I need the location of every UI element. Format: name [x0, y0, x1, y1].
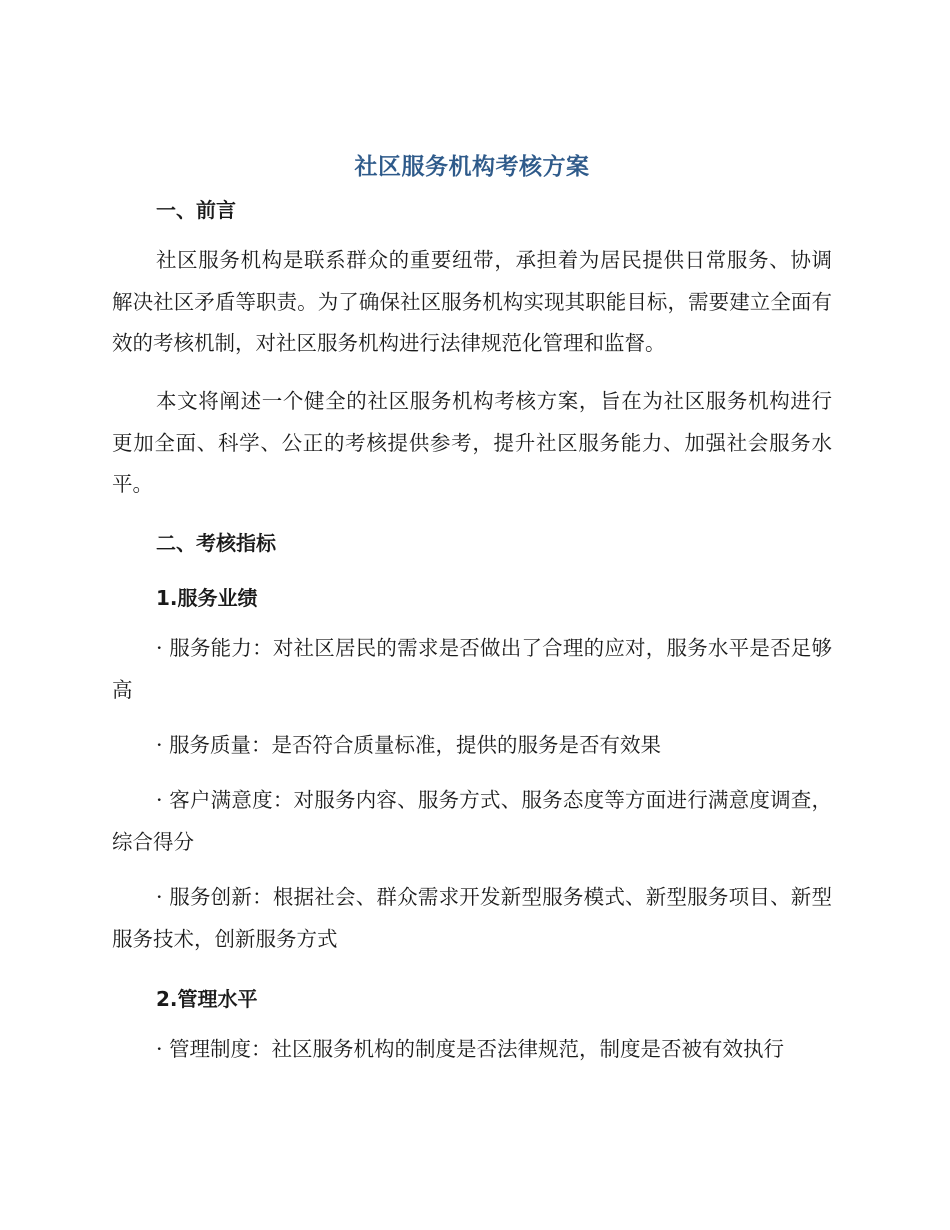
section-heading-indicators: 二、考核指标	[156, 531, 276, 555]
paragraph-preface-1: 社区服务机构是联系群众的重要纽带，承担着为居民提供日常服务、协调解决社区矛盾等职责。为了确保社区服务机构实现其职能目标，需要建立全面有效的考核机制，对社区服务机构进行法律规范化管理和监督。	[112, 248, 832, 355]
document-title: 社区服务机构考核方案	[354, 154, 590, 180]
list-item-management-system: · 管理制度：社区服务机构的制度是否法律规范，制度是否被有效执行	[156, 1037, 785, 1061]
section-heading-preface: 一、前言	[156, 198, 236, 222]
subsection-heading-service-performance: 1.服务业绩	[156, 586, 258, 610]
subsection-heading-management-level: 2.管理水平	[156, 987, 258, 1011]
list-item-service-quality: · 服务质量：是否符合质量标准，提供的服务是否有效果	[156, 733, 662, 757]
list-item-customer-satisfaction: · 客户满意度：对服务内容、服务方式、服务态度等方面进行满意度调查，综合得分	[112, 788, 832, 854]
paragraph-preface-2: 本文将阐述一个健全的社区服务机构考核方案，旨在为社区服务机构进行更加全面、科学、公正的考核提供参考，提升社区服务能力、加强社会服务水平。	[112, 389, 832, 496]
list-item-service-ability: · 服务能力：对社区居民的需求是否做出了合理的应对，服务水平是否足够高	[112, 636, 832, 702]
list-item-service-innovation: · 服务创新：根据社会、群众需求开发新型服务模式、新型服务项目、新型服务技术，创新服务方式	[112, 885, 832, 951]
